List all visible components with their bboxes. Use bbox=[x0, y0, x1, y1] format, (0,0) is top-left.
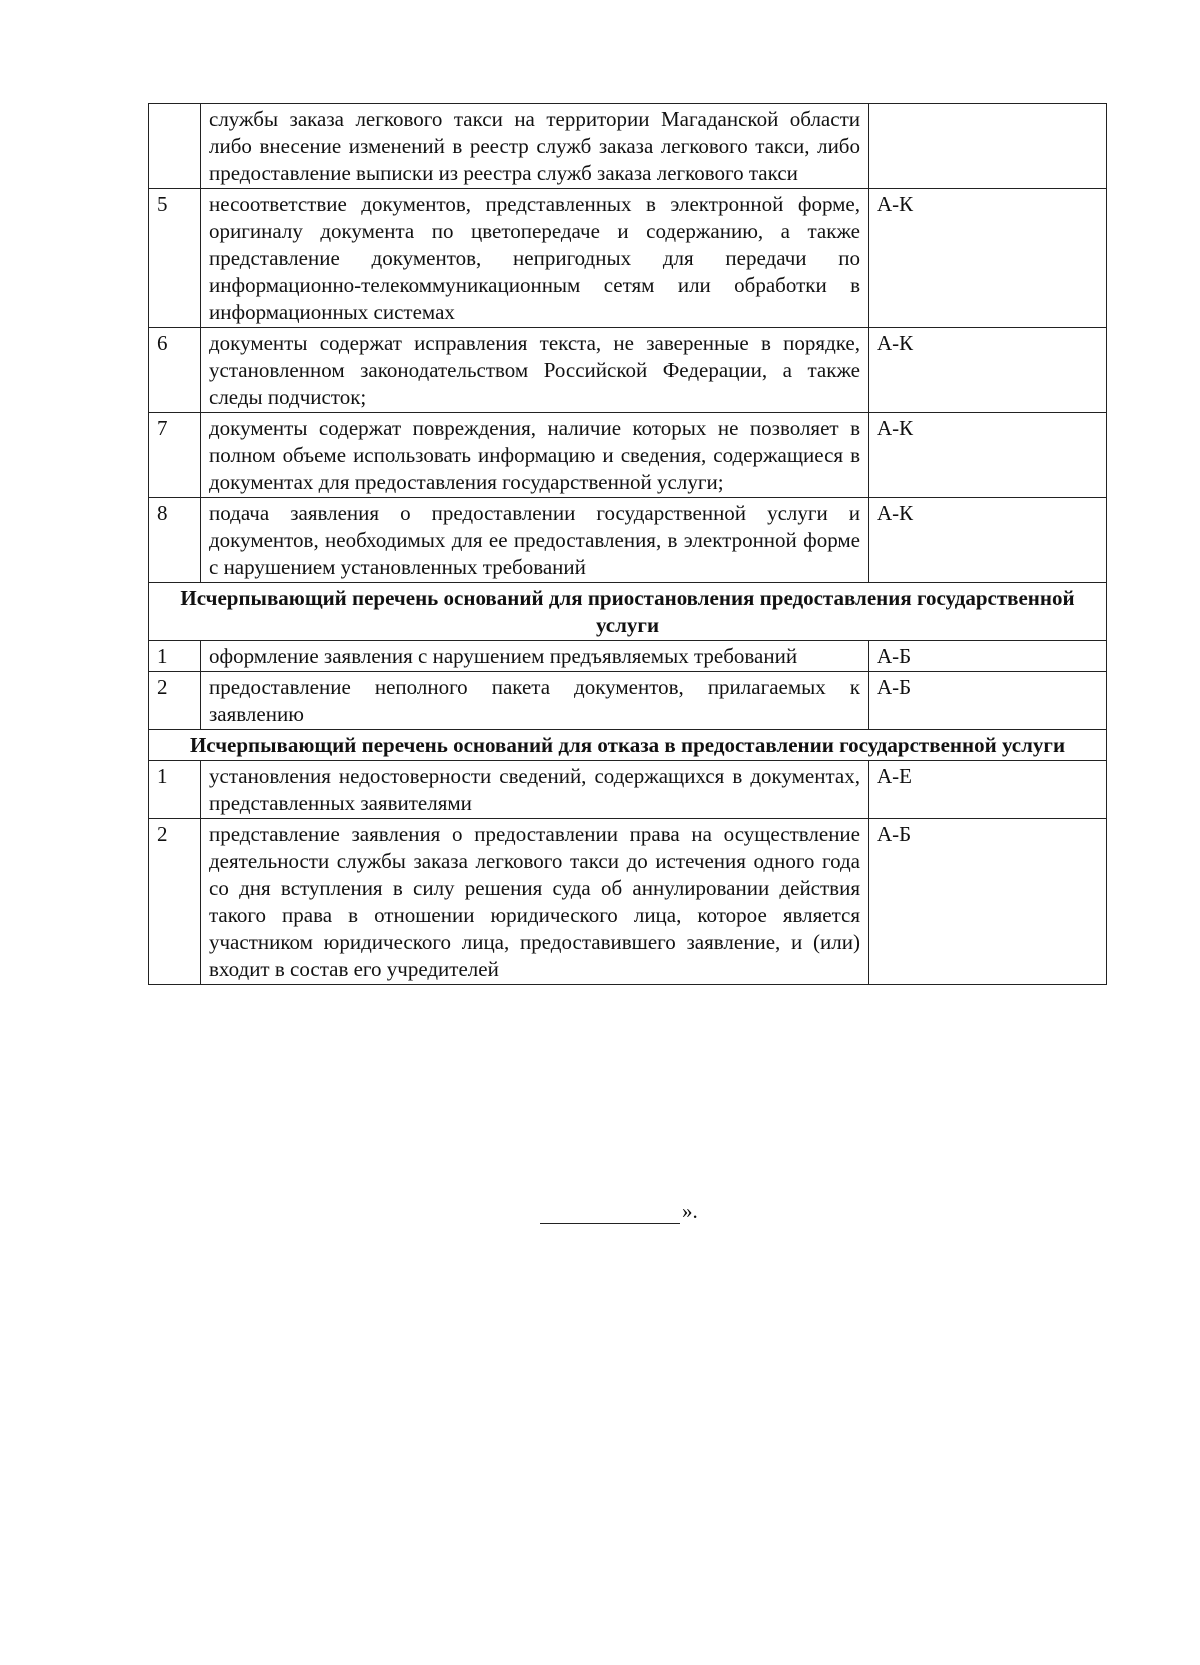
row-number: 6 bbox=[149, 328, 201, 413]
row-code: А-К bbox=[869, 189, 1107, 328]
table-row bbox=[149, 672, 1107, 730]
row-text: представление заявления о предоставлении права на осуществление деятельности службы заказа легкового такси до истечения одного года со дня вступления в силу решения суда об аннулировании действия такого права в отношении юридического лица, которое является участником юридического лица, предоставившего заявление, и (или) входит в состав его учредителей bbox=[201, 819, 869, 985]
row-code: А-К bbox=[869, 413, 1107, 498]
table-row bbox=[149, 761, 1107, 819]
row-number: 1 bbox=[149, 641, 201, 672]
row-code bbox=[869, 104, 1107, 189]
row-text: несоответствие документов, представленных в электронной форме, оригиналу документа по цветопередаче и содержанию, а также представление документов, непригодных для передачи по информационно-телекоммуникационным сетям или обработки в информационных системах bbox=[201, 189, 869, 328]
table-row bbox=[149, 189, 1107, 328]
closing-quote: ». bbox=[682, 1199, 698, 1223]
table-row bbox=[149, 413, 1107, 498]
row-number: 1 bbox=[149, 761, 201, 819]
row-code: А-Е bbox=[869, 761, 1107, 819]
section-header-row bbox=[149, 730, 1107, 761]
row-text: оформление заявления с нарушением предъявляемых требований bbox=[201, 641, 869, 672]
section-refuse-title: Исчерпывающий перечень оснований для отказа в предоставлении государственной услуги bbox=[149, 730, 1107, 761]
row-code: А-Б bbox=[869, 819, 1107, 985]
section-suspend-title: Исчерпывающий перечень оснований для приостановления предоставления государственной услуги bbox=[149, 583, 1107, 641]
table-row bbox=[149, 328, 1107, 413]
closing-mark bbox=[540, 1198, 698, 1224]
row-number: 8 bbox=[149, 498, 201, 583]
section-header-row bbox=[149, 583, 1107, 641]
signature-line bbox=[540, 1205, 680, 1224]
table-row bbox=[149, 641, 1107, 672]
row-number: 7 bbox=[149, 413, 201, 498]
row-text: документы содержат повреждения, наличие которых не позволяет в полном объеме использовать информацию и сведения, содержащиеся в документах для предоставления государственной услуги; bbox=[201, 413, 869, 498]
row-text: документы содержат исправления текста, не заверенные в порядке, установленном законодательством Российской Федерации, а также следы подчисток; bbox=[201, 328, 869, 413]
row-code: А-Б bbox=[869, 641, 1107, 672]
row-text: установления недостоверности сведений, содержащихся в документах, представленных заявителями bbox=[201, 761, 869, 819]
row-text: предоставление неполного пакета документов, прилагаемых к заявлению bbox=[201, 672, 869, 730]
row-number: 2 bbox=[149, 819, 201, 985]
row-number: 5 bbox=[149, 189, 201, 328]
table-row bbox=[149, 104, 1107, 189]
row-code: А-К bbox=[869, 328, 1107, 413]
row-number bbox=[149, 104, 201, 189]
row-number: 2 bbox=[149, 672, 201, 730]
table-row bbox=[149, 819, 1107, 985]
row-code: А-К bbox=[869, 498, 1107, 583]
row-code: А-Б bbox=[869, 672, 1107, 730]
row-text: службы заказа легкового такси на территории Магаданской области либо внесение изменений в реестр служб заказа легкового такси, либо предоставление выписки из реестра служб заказа легкового такси bbox=[201, 104, 869, 189]
table-row bbox=[149, 498, 1107, 583]
grounds-table bbox=[148, 103, 1107, 985]
row-text: подача заявления о предоставлении государственной услуги и документов, необходимых для ее предоставления, в электронной форме с нарушением установленных требований bbox=[201, 498, 869, 583]
